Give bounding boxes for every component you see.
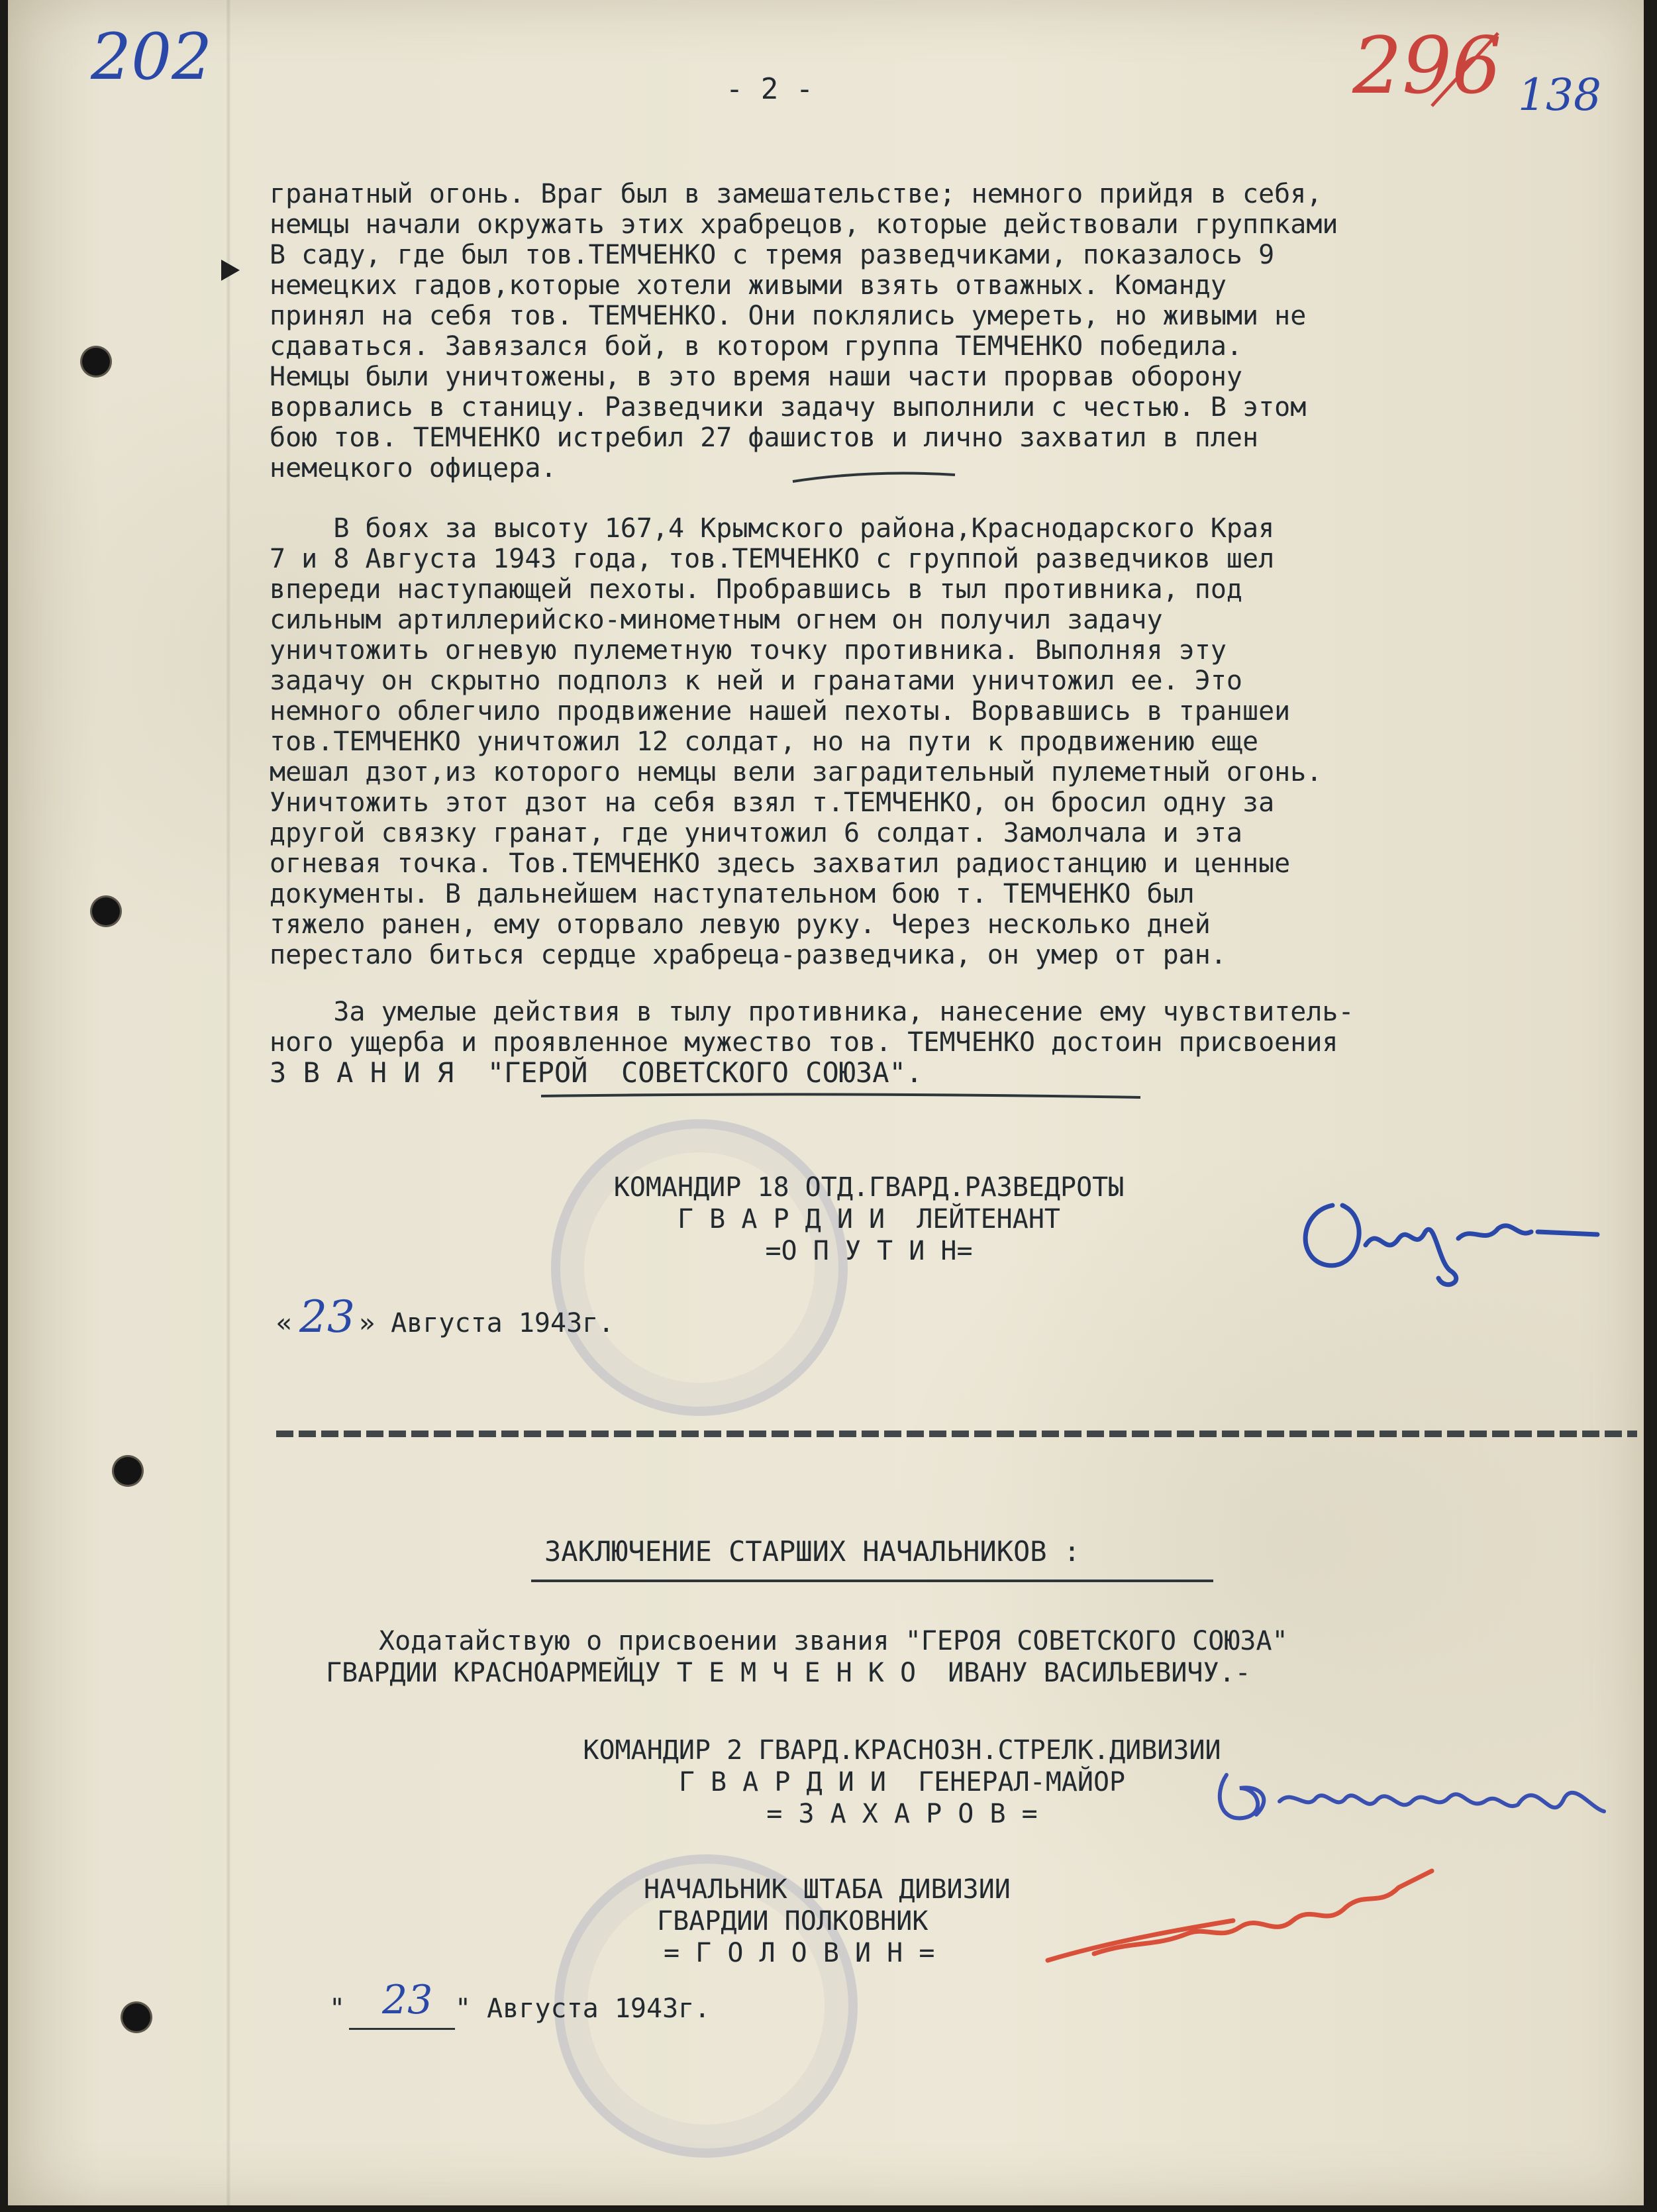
text-line: впереди наступающей пехоты. Пробравшись в тыл противника, под [270,574,1243,605]
text-line: В боях за высоту 167,4 Крымского района,Краснодарского Края [270,513,1275,544]
archive-number-right: 138 [1518,70,1601,121]
text-line: За умелые действия в тылу противника, нанесение ему чувствитель- [270,997,1354,1027]
text-line: тов.ТЕМЧЕНКО уничтожил 12 солдат, но на пути к продвижению еще [270,727,1259,757]
text-line: задачу он скрытно подполз к ней и гранатами уничтожил ее. Это [270,666,1243,696]
text-line: принял на себя тов. ТЕМЧЕНКО. Они поклялись умереть, но живыми не [270,301,1307,331]
pencil-underline [789,467,962,487]
text-line: мешал дзот,из которого немцы вели заградительный пулеметный огонь. [270,757,1323,787]
archive-number-left: 202 [91,20,213,94]
date-underline [349,2028,455,2030]
division-commander-name: = З А Х А Р О В = [766,1799,1038,1829]
text-line: документы. В дальнейшем наступательном бою т. ТЕМЧЕНКО был [270,879,1195,909]
text-line: сдаваться. Завязался бой, в котором группа ТЕМЧЕНКО победила. [270,331,1243,362]
paper-fold [226,0,230,2205]
division-commander-title: КОМАНДИР 2 ГВАРД.КРАСНОЗН.СТРЕЛК.ДИВИЗИИ [583,1735,1221,1766]
award-title-line: З В А Н И Я "ГЕРОЙ СОВЕТСКОГО СОЮЗА". [270,1056,923,1089]
text-line: сильным артиллерийско-минометным огнем он получил задачу [270,605,1163,635]
text-line: немецких гадов,которые хотели живыми взять отважных. Команду [270,270,1227,301]
archive-number-crossed: 296 [1352,20,1502,111]
division-commander-signature [1207,1748,1617,1835]
chief-of-staff-name: = Г О Л О В И Н = [664,1938,935,1968]
date-quote-open: " [329,1993,346,2024]
petition-line: Ходатайствую о присвоении звания "ГЕРОЯ СОВЕТСКОГО СОЮЗА" [379,1626,1288,1656]
date-day-handwritten: 23 [299,1291,355,1342]
text-line: ного ущерба и проявленное мужество тов. ТЕМЧЕНКО достоин присвоения [270,1027,1338,1058]
official-stamp [551,1119,848,1416]
text-line: ворвались в станицу. Разведчики задачу выполнили с честью. В этом [270,392,1307,423]
section-separator [276,1431,1637,1437]
commander-title: КОМАНДИР 18 ОТД.ГВАРД.РАЗВЕДРОТЫ [613,1172,1125,1203]
text-line: уничтожить огневую пулеметную точку противника. Выполняя эту [270,635,1227,666]
date-month-year: " Августа 1943г. [455,1993,711,2024]
date-day-handwritten: 23 [382,1977,433,2023]
text-line: перестало биться сердце храбреца-разведчика, он умер от ран. [270,940,1227,970]
text-line: тяжело ранен, ему оторвало левую руку. Через несколько дней [270,909,1211,940]
binder-hole [123,2003,150,2031]
text-line: Уничтожить этот дзот на себя взял т.ТЕМЧЕНКО, он бросил одну за [270,787,1275,818]
text-line: другой связку гранат, где уничтожил 6 солдат. Замолчала и эта [270,818,1243,848]
pencil-underline [538,1089,1147,1103]
strike-mark [1425,26,1505,113]
document-sheet [8,0,1644,2205]
text-line: 7 и 8 Августа 1943 года, тов.ТЕМЧЕНКО с группой разведчиков шел [270,544,1275,574]
chief-of-staff-signature [1034,1841,1445,1974]
text-line: немецкого офицера. [270,453,557,483]
date-quote-open: « [276,1308,293,1338]
text-line: огневая точка. Тов.ТЕМЧЕНКО здесь захватил радиостанцию и ценные [270,848,1291,879]
margin-arrow-mark [221,260,240,281]
binder-hole [82,348,110,376]
section-heading: ЗАКЛЮЧЕНИЕ СТАРШИХ НАЧАЛЬНИКОВ : [544,1535,1081,1568]
date-month-year: » Августа 1943г. [359,1308,615,1338]
text-line: немного облегчило продвижение нашей пехоты. Ворвавшись в траншеи [270,696,1291,727]
text-line: немцы начали окружать этих храбрецов, которые действовали группками [270,209,1338,240]
page-number: - 2 - [725,72,814,106]
petition-line: ГВАРДИИ КРАСНОАРМЕЙЦУ Т Е М Ч Е Н К О ИВАНУ ВАСИЛЬЕВИЧУ.- [326,1658,1251,1688]
binder-hole [92,897,120,925]
commander-name: =О П У Т И Н= [765,1236,973,1266]
binder-hole [114,1457,142,1485]
commander-signature [1286,1166,1617,1298]
text-line: В саду, где был тов.ТЕМЧЕНКО с тремя разведчиками, показалось 9 [270,240,1275,270]
commander-rank: Г В А Р Д И И ЛЕЙТЕНАНТ [678,1204,1060,1234]
heading-underline [531,1580,1213,1582]
chief-of-staff-rank: ГВАРДИИ ПОЛКОВНИК [657,1906,929,1936]
division-commander-rank: Г В А Р Д И И ГЕНЕРАЛ-МАЙОР [678,1767,1126,1797]
text-line: Немцы были уничтожены, в это время наши части прорвав оборону [270,362,1243,392]
text-line: бою тов. ТЕМЧЕНКО истребил 27 фашистов и лично захватил в плен [270,423,1259,453]
chief-of-staff-title: НАЧАЛЬНИК ШТАБА ДИВИЗИИ [644,1874,1011,1905]
text-line: гранатный огонь. Враг был в замешательстве; немного прийдя в себя, [270,179,1323,209]
